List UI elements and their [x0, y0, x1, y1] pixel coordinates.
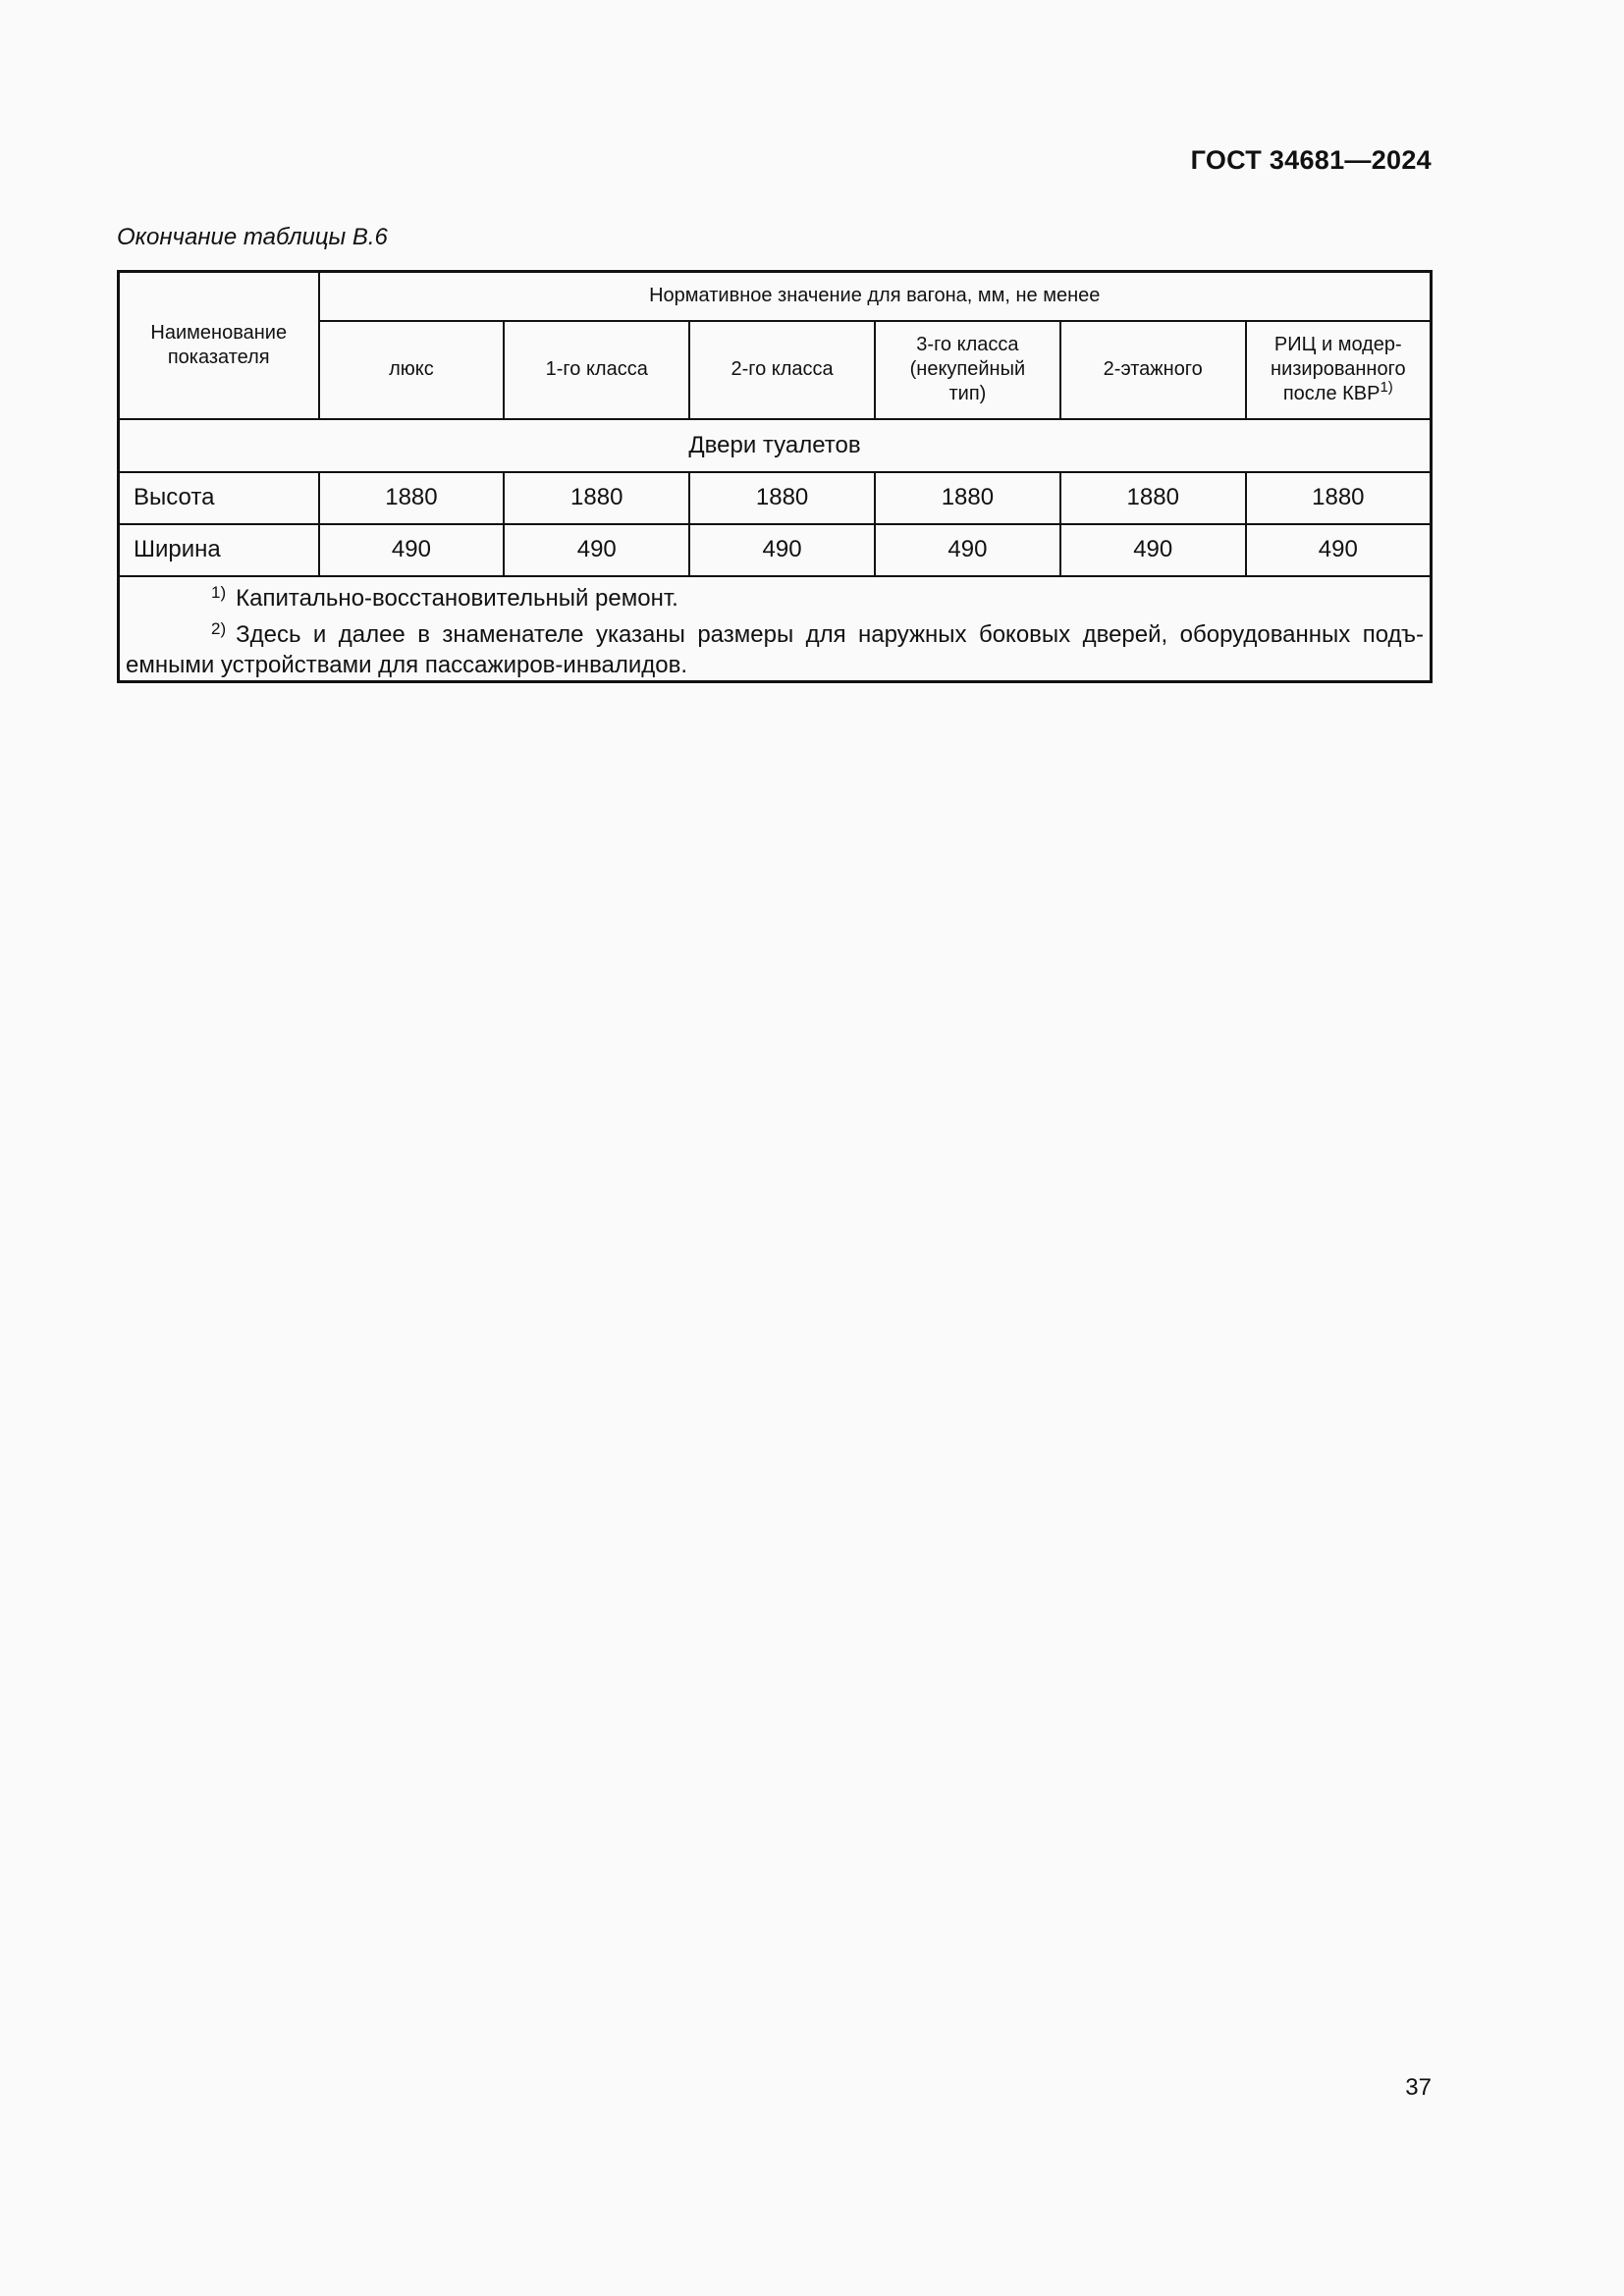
footnote-text: Здесь и далее в знаменателе указаны размеры для наружных боковых дверей, оборудованных подъ-емными устройствами для пассажиров-инвалидов.	[126, 620, 1424, 678]
table-cell: 490	[319, 524, 505, 576]
section-row	[119, 419, 1432, 472]
page-number: 37	[1405, 2074, 1432, 2101]
table-cell: 490	[689, 524, 875, 576]
table-cell: 1880	[504, 472, 689, 524]
group-header-cell: Нормативное значение для вагона, мм, не менее	[319, 272, 1432, 321]
row-label: Ширина	[119, 524, 319, 576]
table-cell: 1880	[1060, 472, 1246, 524]
column-header-ric-text: РИЦ и модер-низированного после КВР	[1271, 334, 1406, 404]
table-cell: 1880	[875, 472, 1060, 524]
footnote-marker: 1)	[211, 582, 227, 602]
row-label: Высота	[119, 472, 319, 524]
footnote-1	[126, 577, 1424, 614]
row-header-cell: Наименование показателя	[119, 272, 319, 419]
column-header-lux: люкс	[319, 321, 505, 419]
column-header-class-2: 2-го класса	[689, 321, 875, 419]
column-header-ric	[1246, 321, 1432, 419]
column-header-class-1: 1-го класса	[504, 321, 689, 419]
footnote-2	[126, 614, 1424, 680]
table-cell: 1880	[319, 472, 505, 524]
table-cell: 490	[875, 524, 1060, 576]
column-header-class-3-text: 3-го класса (некупейный тип)	[909, 334, 1026, 404]
data-table	[117, 270, 1433, 683]
column-header-class-3	[875, 321, 1060, 419]
table-cell: 490	[1246, 524, 1432, 576]
table-cell: 1880	[689, 472, 875, 524]
footnotes-cell	[119, 576, 1432, 682]
table-cell: 1880	[1246, 472, 1432, 524]
table-header-row	[119, 272, 1432, 321]
column-header-two-storey: 2-этажного	[1060, 321, 1246, 419]
footnote-ref-1: 1)	[1380, 379, 1393, 396]
document-code: ГОСТ 34681—2024	[1190, 145, 1432, 175]
table-row	[119, 524, 1432, 576]
footnote-marker: 2)	[211, 618, 227, 638]
table-cell: 490	[504, 524, 689, 576]
table-cell: 490	[1060, 524, 1246, 576]
footnotes-row	[119, 576, 1432, 682]
table-row	[119, 472, 1432, 524]
table-caption: Окончание таблицы В.6	[117, 224, 388, 250]
footnote-text: Капитально-восстановительный ремонт.	[236, 584, 678, 612]
section-title: Двери туалетов	[119, 419, 1432, 472]
